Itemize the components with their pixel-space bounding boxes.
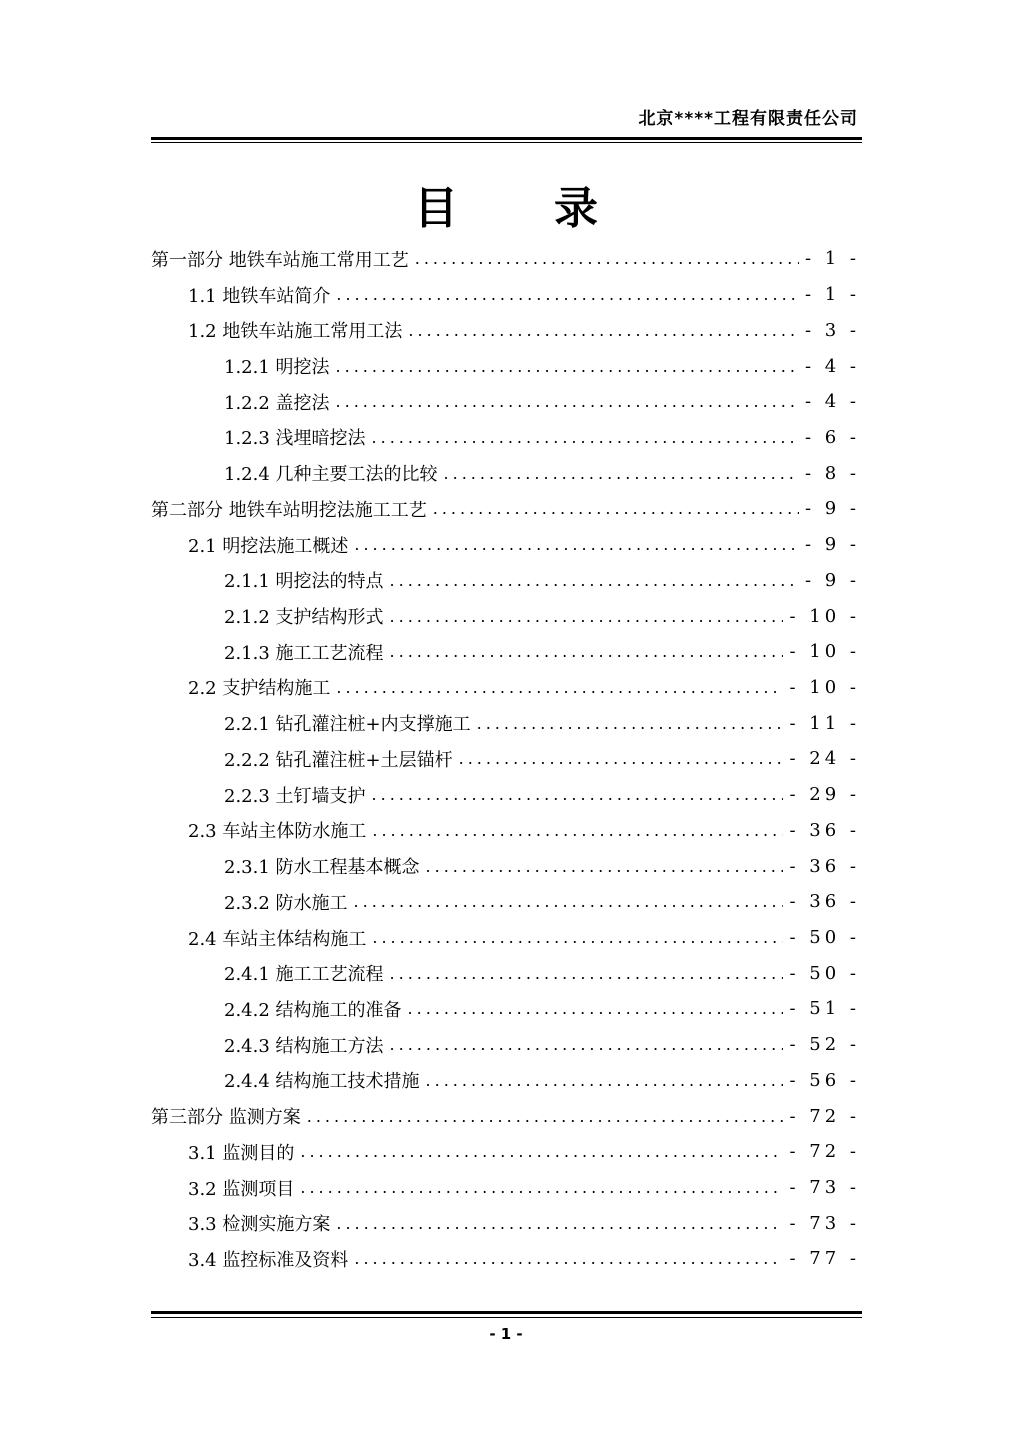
toc-entry-text: 2.3.1 防水工程基本概念 [224,857,420,879]
toc-entry-page: - 36 - [789,819,860,841]
toc-dot-leader [336,678,783,697]
toc-dot-leader [408,999,784,1018]
toc-entry-text: 2.1.2 支护结构形式 [224,607,384,629]
toc-entry[interactable] [151,1241,860,1277]
toc-entry-text: 2.4.1 施工工艺流程 [224,964,384,986]
toc-entry-page: - 50 - [789,927,860,949]
toc-entry[interactable] [151,991,860,1027]
toc-dot-leader [408,321,799,340]
toc-entry-page: - 9 - [804,569,860,591]
footer-rule-thin [151,1317,862,1318]
toc-entry[interactable] [151,1098,860,1134]
toc-entry-page: - 77 - [789,1248,860,1270]
toc-dot-leader [336,1214,783,1233]
toc-entry[interactable] [151,741,860,777]
toc-dot-leader [433,499,799,518]
toc-entry-page: - 8 - [804,462,860,484]
toc-entry-text: 第三部分 监测方案 [151,1107,301,1129]
footer-page-number: - 1 - [489,1325,523,1343]
toc-entry-text: 2.4.2 结构施工的准备 [224,999,402,1021]
toc-dot-leader [390,964,784,983]
toc-entry[interactable] [151,884,860,920]
toc-entry-page: - 10 - [789,641,860,663]
toc-dot-leader [390,642,784,661]
toc-dot-leader [354,535,799,554]
toc-dot-leader [459,749,784,768]
toc-dot-leader [372,821,783,840]
toc-entry-text: 2.1 明挖法施工概述 [188,535,349,557]
toc-entry-page: - 36 - [789,891,860,913]
toc-entry-page: - 9 - [804,534,860,556]
toc-entry-page: - 1 - [804,248,860,270]
toc-dot-leader [372,928,783,947]
toc-entry-text: 第一部分 地铁车站施工常用工艺 [151,249,409,271]
toc-entry-page: - 1 - [804,284,860,306]
toc-entry-page: - 10 - [789,605,860,627]
toc-entry[interactable] [151,277,860,313]
toc-entry-text: 2.2.1 钻孔灌注桩+内支撑施工 [224,714,471,736]
toc-dot-leader [307,1107,784,1126]
toc-list [151,241,860,1277]
toc-entry-text: 1.1 地铁车站简介 [188,285,331,307]
toc-entry[interactable] [151,598,860,634]
toc-entry[interactable] [151,1170,860,1206]
toc-entry-text: 2.3.2 防水施工 [224,892,348,914]
toc-entry[interactable] [151,813,860,849]
toc-entry-page: - 11 - [789,712,860,734]
toc-entry-page: - 4 - [804,355,860,377]
toc-entry-page: - 51 - [789,998,860,1020]
toc-entry[interactable] [151,348,860,384]
toc-entry[interactable] [151,634,860,670]
toc-dot-leader [336,357,799,376]
toc-entry-page: - 73 - [789,1212,860,1234]
toc-entry[interactable] [151,920,860,956]
toc-entry-text: 2.4.4 结构施工技术措施 [224,1071,420,1093]
toc-entry[interactable] [151,527,860,563]
toc-dot-leader [336,392,799,411]
toc-dot-leader [372,428,799,447]
toc-entry-text: 3.3 检测实施方案 [188,1214,331,1236]
toc-entry-page: - 56 - [789,1069,860,1091]
toc-entry-text: 1.2.4 几种主要工法的比较 [224,464,438,486]
toc-entry-page: - 72 - [789,1141,860,1163]
toc-entry-text: 2.2 支护结构施工 [188,678,331,700]
toc-entry-page: - 73 - [789,1177,860,1199]
toc-dot-leader [354,1249,783,1268]
header-company-name: 北京****工程有限责任公司 [638,109,858,129]
toc-title: 目录 [414,183,694,234]
toc-entry-text: 3.4 监控标准及资料 [188,1249,349,1271]
toc-entry-text: 1.2.3 浅埋暗挖法 [224,428,366,450]
toc-entry[interactable] [151,384,860,420]
toc-entry-text: 第二部分 地铁车站明挖法施工工艺 [151,499,427,521]
toc-entry-page: - 72 - [789,1105,860,1127]
toc-entry[interactable] [151,1205,860,1241]
toc-entry[interactable] [151,562,860,598]
toc-dot-leader [336,285,799,304]
toc-dot-leader [415,249,799,268]
toc-entry[interactable] [151,420,860,456]
toc-entry-page: - 29 - [789,784,860,806]
toc-dot-leader [390,1035,784,1054]
toc-entry[interactable] [151,491,860,527]
toc-entry-text: 2.3 车站主体防水施工 [188,821,367,843]
toc-entry-page: - 4 - [804,391,860,413]
toc-entry-text: 3.1 监测目的 [188,1142,295,1164]
toc-entry-page: - 3 - [804,319,860,341]
footer-rule-thick [151,1311,862,1314]
toc-entry[interactable] [151,1063,860,1099]
toc-entry-text: 2.2.2 钻孔灌注桩+土层锚杆 [224,749,453,771]
toc-dot-leader [477,714,784,733]
toc-entry[interactable] [151,955,860,991]
toc-entry-page: - 36 - [789,855,860,877]
toc-entry-page: - 52 - [789,1034,860,1056]
toc-entry-page: - 9 - [804,498,860,520]
toc-entry-page: - 10 - [789,676,860,698]
toc-entry[interactable] [151,777,860,813]
toc-entry-text: 2.4 车站主体结构施工 [188,928,367,950]
toc-entry-text: 1.2.1 明挖法 [224,357,330,379]
toc-entry[interactable] [151,455,860,491]
toc-entry[interactable] [151,670,860,706]
toc-entry-page: - 24 - [789,748,860,770]
toc-entry[interactable] [151,241,860,277]
toc-entry[interactable] [151,848,860,884]
header-rule-thick [151,137,862,140]
toc-entry-page: - 50 - [789,962,860,984]
toc-entry-text: 1.2 地铁车站施工常用工法 [188,321,403,343]
toc-dot-leader [390,607,784,626]
toc-entry[interactable] [151,312,860,348]
toc-entry-text: 3.2 监测项目 [188,1178,295,1200]
toc-entry-text: 2.2.3 土钉墙支护 [224,785,366,807]
toc-dot-leader [444,464,799,483]
toc-entry-text: 2.4.3 结构施工方法 [224,1035,384,1057]
toc-dot-leader [390,571,799,590]
header-rule-thin [151,142,862,143]
toc-entry-text: 2.1.1 明挖法的特点 [224,571,384,593]
toc-entry-text: 2.1.3 施工工艺流程 [224,642,384,664]
toc-entry[interactable] [151,1027,860,1063]
toc-entry[interactable] [151,705,860,741]
toc-entry[interactable] [151,1134,860,1170]
toc-dot-leader [300,1142,783,1161]
toc-dot-leader [300,1178,783,1197]
toc-dot-leader [426,857,784,876]
toc-dot-leader [372,785,784,804]
toc-entry-text: 1.2.2 盖挖法 [224,392,330,414]
toc-entry-page: - 6 - [804,426,860,448]
toc-dot-leader [426,1071,784,1090]
toc-dot-leader [354,892,784,911]
